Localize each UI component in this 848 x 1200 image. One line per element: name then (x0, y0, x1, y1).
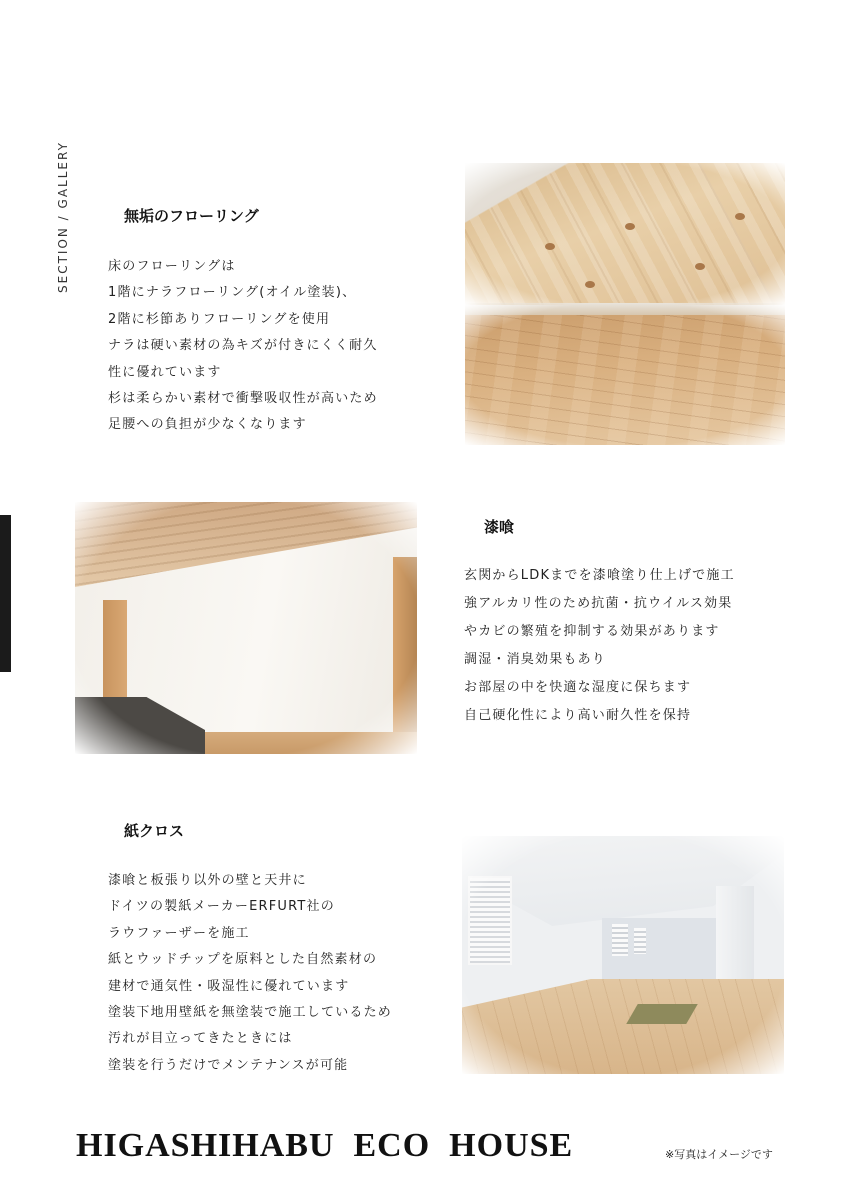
paper-cloth-line: ラウファーザーを施工 (108, 925, 250, 941)
flooring-line: 2階に杉節ありフローリングを使用 (108, 311, 331, 327)
section-label (54, 130, 74, 295)
flooring-line: 杉は柔らかい素材で衝撃吸収性が高いため (108, 391, 378, 407)
plaster-line: 玄関からLDKまでを漆喰塗り仕上げで施工 (464, 568, 735, 583)
flooring-description (108, 254, 378, 439)
side-accent-bar (0, 515, 11, 672)
oak-flooring-photo (465, 303, 785, 445)
section-label-text: SECTION / GALLERY (56, 141, 70, 293)
paper-cloth-line: 建材で通気性・吸湿性に優れています (108, 978, 350, 994)
paper-cloth-line: 塗装を行うだけでメンテナンスが可能 (108, 1057, 349, 1073)
image-disclaimer: ※写真はイメージです (665, 1148, 773, 1161)
footer-title: HIGASHIHABU ECO HOUSE (76, 1127, 574, 1164)
paper-cloth-line: ドイツの製紙メーカーERFURT社の (108, 899, 335, 915)
plaster-line: 強アルカリ性のため抗菌・抗ウイルス効果 (464, 596, 733, 611)
plaster-heading: 漆喰 (484, 518, 515, 536)
plaster-line: やカビの繁殖を抑制する効果があります (464, 624, 720, 639)
flooring-line: ナラは硬い素材の為キズが付きにくく耐久 (108, 338, 378, 354)
paper-cloth-line: 汚れが目立ってきたときには (108, 1031, 293, 1047)
flooring-heading: 無垢のフローリング (124, 207, 259, 225)
paper-cloth-description (108, 868, 392, 1079)
flooring-line: 性に優れています (108, 364, 222, 380)
plaster-line: 調湿・消臭効果もあり (464, 652, 607, 667)
paper-cloth-line: 紙とウッドチップを原料とした自然素材の (108, 952, 378, 968)
plaster-room-photo (75, 502, 417, 754)
paper-cloth-line: 塗装下地用壁紙を無塗装で施工しているため (108, 1005, 393, 1021)
paper-cloth-line: 漆喰と板張り以外の壁と天井に (108, 873, 307, 888)
plaster-line: 自己硬化性により高い耐久性を保持 (464, 708, 692, 723)
flooring-line: 1階にナラフローリング(オイル塗装)、 (108, 285, 357, 301)
paper-cloth-room-photo (462, 836, 784, 1074)
plaster-description (464, 562, 735, 730)
flooring-line: 床のフローリングは (108, 259, 236, 274)
plaster-line: お部屋の中を快適な湿度に保ちます (464, 680, 692, 695)
pine-flooring-photo (465, 163, 785, 305)
flooring-line: 足腰への負担が少なくなります (108, 417, 307, 433)
paper-cloth-heading: 紙クロス (124, 822, 185, 840)
